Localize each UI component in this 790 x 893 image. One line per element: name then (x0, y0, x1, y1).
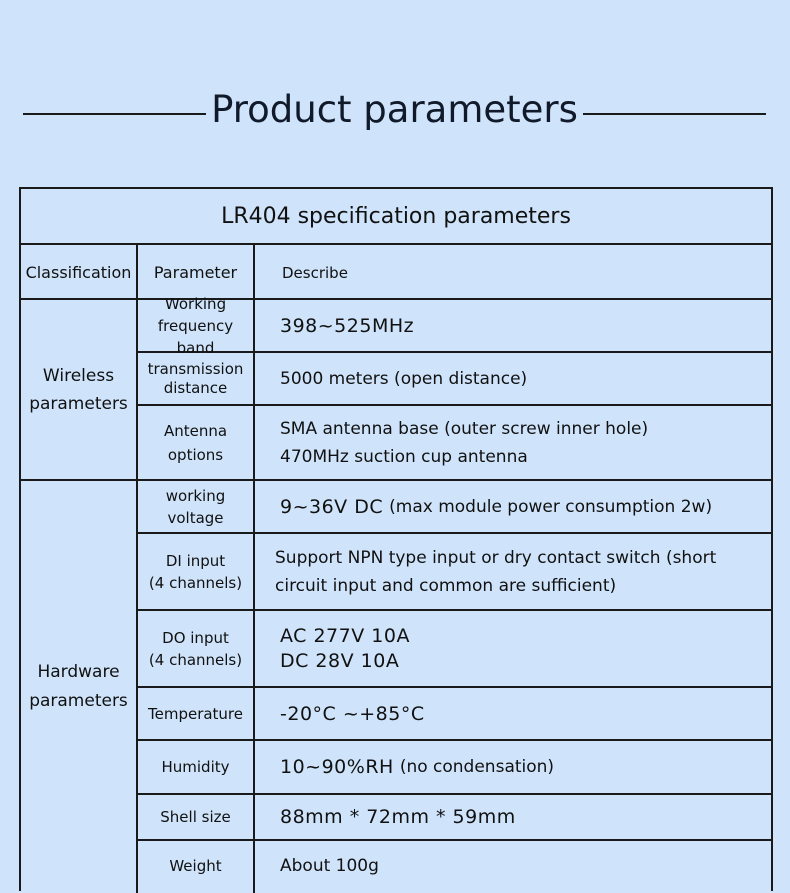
group-label-line: parameters (29, 393, 128, 414)
param-line: (4 channels) (148, 650, 243, 669)
group-label-line: parameters (29, 691, 128, 711)
describe-line: 398~525MHz (280, 314, 415, 337)
param-cell (138, 406, 253, 479)
describe-line: 88mm * 72mm * 59mm (280, 806, 516, 828)
describe-line: (no condensation) (399, 757, 555, 777)
page-title: Product parameters (211, 88, 578, 131)
param-line: Antenna (163, 421, 228, 440)
param-line: Shell size (160, 808, 231, 826)
param-line: working (165, 486, 226, 505)
param-line: options (167, 445, 224, 464)
header-describe: Describe (282, 263, 348, 282)
param-cell (138, 741, 253, 793)
param-line: Temperature (147, 704, 244, 723)
describe-cell (255, 841, 771, 891)
header-classification: Classification (25, 262, 132, 282)
param-line: frequency band (157, 316, 234, 357)
title-divider-right (583, 113, 766, 115)
describe-cell (255, 353, 771, 404)
param-cell (138, 841, 253, 891)
describe-cell (255, 611, 771, 686)
param-cell (138, 294, 253, 357)
table-title: LR404 specification parameters (21, 189, 771, 245)
param-line: voltage (167, 508, 224, 527)
group-label-line: Wireless (42, 365, 115, 386)
describe-cell (255, 481, 771, 532)
param-cell (138, 353, 253, 404)
group-label-line: Hardware (37, 662, 120, 682)
param-line: DI input (165, 551, 226, 570)
group-wireless (21, 300, 136, 479)
describe-line: (max module power consumption 2w) (389, 496, 713, 517)
title-divider-left (23, 113, 206, 115)
describe-line: 10~90%RH (280, 756, 394, 778)
describe-cell (255, 795, 771, 839)
describe-line: SMA antenna base (outer screw inner hole) (280, 418, 649, 439)
describe-line: 9~36V DC (280, 495, 384, 518)
describe-line: circuit input and common are sufficient) (275, 575, 617, 596)
group-hardware (21, 481, 136, 893)
describe-cell (255, 741, 771, 793)
param-cell (138, 795, 253, 839)
param-cell (138, 534, 253, 609)
param-line: transmission (147, 359, 244, 378)
param-line: distance (163, 378, 228, 397)
describe-line: 5000 meters (open distance) (280, 368, 528, 389)
param-line: (4 channels) (148, 573, 243, 592)
describe-cell (255, 300, 771, 351)
param-line: Working (164, 294, 227, 313)
param-line: DO input (162, 628, 229, 647)
param-cell (138, 481, 253, 532)
describe-line: 470MHz suction cup antenna (280, 446, 528, 467)
describe-cell (255, 406, 771, 479)
spec-table (19, 187, 773, 891)
describe-cell (255, 688, 771, 739)
describe-line: DC 28V 10A (280, 649, 400, 672)
describe-cell (255, 534, 771, 609)
describe-line: AC 277V 10A (280, 624, 410, 647)
describe-line: About 100g (280, 856, 379, 876)
param-line: Weight (169, 857, 222, 875)
describe-line: Support NPN type input or dry contact switch (short (275, 547, 717, 568)
param-cell (138, 611, 253, 686)
header-parameter: Parameter (153, 262, 238, 282)
describe-line: -20°C ~+85°C (280, 702, 425, 725)
param-cell (138, 688, 253, 739)
param-line: Humidity (161, 758, 230, 776)
